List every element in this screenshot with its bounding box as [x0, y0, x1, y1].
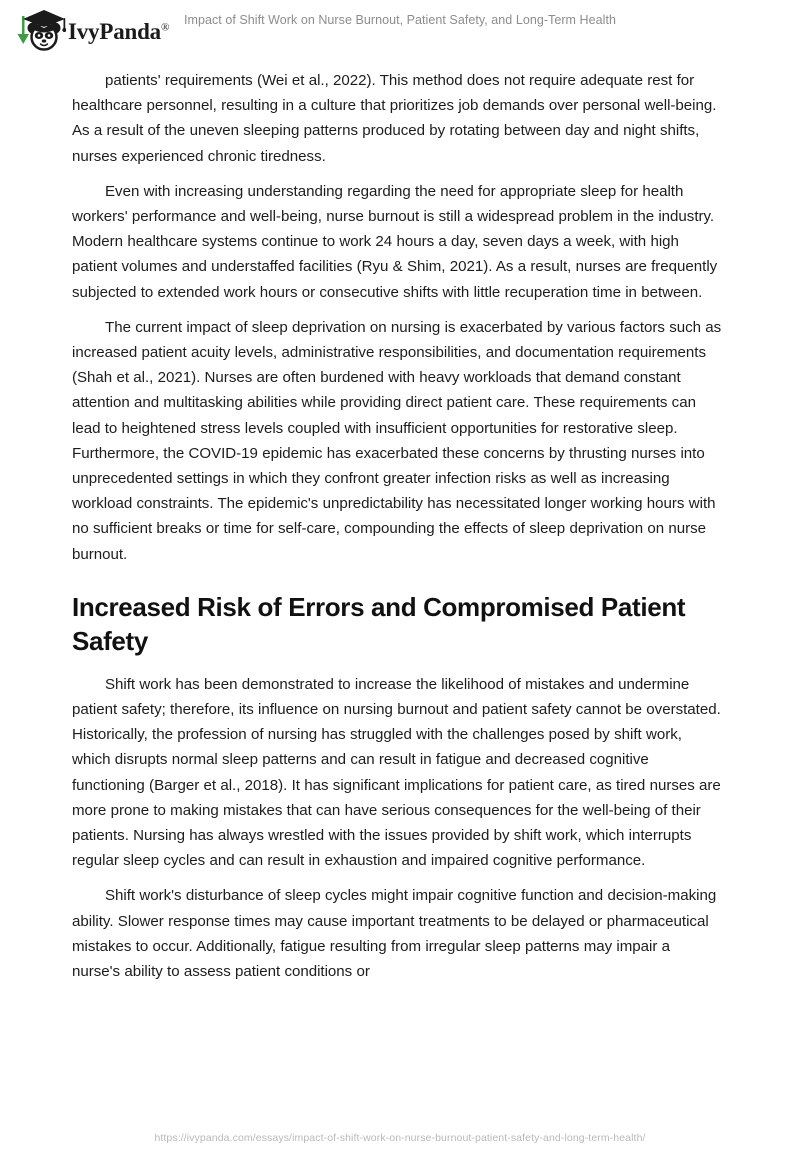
section-heading: Increased Risk of Errors and Compromised Patient Safety — [72, 591, 686, 656]
footer-source-url[interactable]: https://ivypanda.com/essays/impact-of-shift-work-on-nurse-burnout-patient-safety-and-long-term-health/ — [154, 1132, 646, 1144]
body-paragraph: The current impact of sleep deprivation on nursing is exacerbated by various factors such as increased patient acuity levels, administrative responsibilities, and documentation requirements (Shah et al., 2021). Nurses are often burdened with heavy workloads that demand constant attention and multitasking abilities while providing direct patient care. These requirements can lead to heightened stress levels coupled with insufficient opportunities for restorative sleep. Furthermore, the COVID-19 epidemic has exacerbated these concerns by thrusting nurses into unprecedented settings in which they confront greater infection risks as well as increasing workload constraints. The epidemic's unpredictability has necessitated longer working hours with no sufficient breaks or time for self-care, compounding the effects of sleep deprivation on nurse burnout. — [72, 318, 722, 563]
body-paragraph: Shift work has been demonstrated to increase the likelihood of mistakes and undermine patient safety; therefore, its influence on nursing burnout and patient safety cannot be overstated. Historically, the profession of nursing has struggled with the challenges posed by shift work, which disrupts normal sleep patterns and can result in fatigue and decreased cognitive functioning (Barger et al., 2018). It has significant implications for patient care, as tired nurses are more prone to making mistakes that can have serious consequences for the well-being of their patients. Nursing has always wrestled with the issues provided by shift work, which interrupts regular sleep cycles and can result in exhaustion and impaired cognitive performance. — [72, 675, 721, 870]
body-paragraph: patients' requirements (Wei et al., 2022). This method does not require adequate rest for healthcare personnel, resulting in a culture that prioritizes job demands over personal well-being. As a result of the uneven sleeping patterns produced by rotating between day and night shifts, nurses experienced chronic tiredness. — [72, 72, 717, 165]
document-title: Impact of Shift Work on Nurse Burnout, Patient Safety, and Long-Term Health — [184, 13, 616, 27]
page-header — [0, 0, 800, 62]
brand-name-text: IvyPanda — [68, 18, 161, 44]
body-paragraph: Even with increasing understanding regarding the need for appropriate sleep for health workers' performance and well-being, nurse burnout is still a widespread problem in the industry. Modern healthcare systems continue to work 24 hours a day, seven days a week, with high patient volumes and understaffed facilities (Ryu & Shim, 2021). As a result, nurses are frequently subjected to extended work hours or consecutive shifts with little recuperation time in between. — [72, 182, 718, 301]
body-paragraph: Shift work's disturbance of sleep cycles might impair cognitive function and decision-making ability. Slower response times may cause important treatments to be delayed or pharmaceutical mistakes to occur. Additionally, fatigue resulting from irregular sleep patterns may impair a nurse's ability to assess patient conditions or — [72, 887, 717, 981]
registered-mark: ® — [160, 20, 170, 33]
document-body — [72, 68, 722, 994]
page-footer — [0, 1128, 800, 1146]
